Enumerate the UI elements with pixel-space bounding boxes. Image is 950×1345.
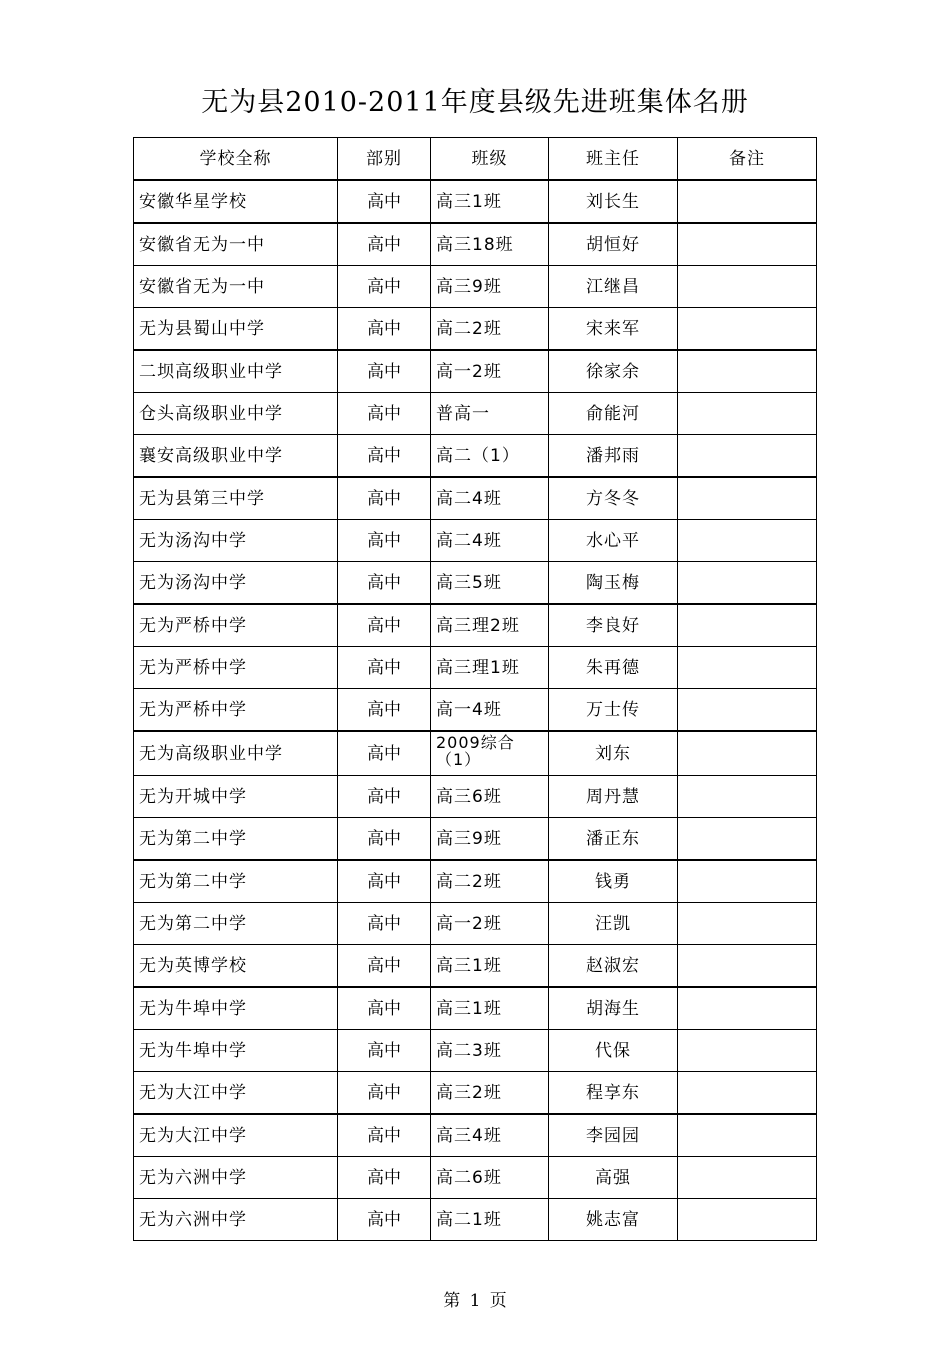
cell-dept: 高中: [338, 1114, 431, 1157]
cell-dept: 高中: [338, 647, 431, 689]
cell-teacher: 万士传: [549, 689, 678, 732]
table-row: [134, 520, 817, 562]
cell-class: 高二（1）: [431, 435, 549, 478]
cell-school: 无为第二中学: [134, 860, 338, 903]
table-row: [134, 477, 817, 520]
cell-teacher: 徐家余: [549, 350, 678, 393]
cell-dept: 高中: [338, 223, 431, 266]
cell-school: 无为六洲中学: [134, 1157, 338, 1199]
cell-class: 高二6班: [431, 1157, 549, 1199]
cell-school: 无为大江中学: [134, 1072, 338, 1115]
cell-school: 无为六洲中学: [134, 1199, 338, 1241]
cell-teacher: 周丹慧: [549, 776, 678, 818]
cell-dept: 高中: [338, 180, 431, 223]
cell-dept: 高中: [338, 308, 431, 351]
header-teacher: 班主任: [549, 138, 678, 181]
cell-teacher: 刘东: [549, 731, 678, 776]
cell-school: 安徽省无为一中: [134, 266, 338, 308]
cell-school: 无为严桥中学: [134, 647, 338, 689]
cell-note: [678, 903, 817, 945]
cell-teacher: 李园园: [549, 1114, 678, 1157]
cell-school: 襄安高级职业中学: [134, 435, 338, 478]
cell-note: [678, 818, 817, 861]
cell-class: 高三1班: [431, 180, 549, 223]
cell-note: [678, 477, 817, 520]
cell-note: [678, 266, 817, 308]
cell-school: 无为严桥中学: [134, 689, 338, 732]
cell-class: 普高一: [431, 393, 549, 435]
cell-note: [678, 435, 817, 478]
cell-class: 高一4班: [431, 689, 549, 732]
cell-teacher: 胡海生: [549, 987, 678, 1030]
table-row: [134, 604, 817, 647]
cell-dept: 高中: [338, 435, 431, 478]
cell-teacher: 方冬冬: [549, 477, 678, 520]
cell-school: 无为县蜀山中学: [134, 308, 338, 351]
header-dept: 部别: [338, 138, 431, 181]
cell-teacher: 程享东: [549, 1072, 678, 1115]
cell-class: 高二2班: [431, 308, 549, 351]
cell-teacher: 宋来军: [549, 308, 678, 351]
table-row: [134, 903, 817, 945]
cell-school: 无为牛埠中学: [134, 1030, 338, 1072]
cell-teacher: 李良好: [549, 604, 678, 647]
cell-school: 无为汤沟中学: [134, 520, 338, 562]
cell-dept: 高中: [338, 987, 431, 1030]
cell-note: [678, 987, 817, 1030]
cell-dept: 高中: [338, 1030, 431, 1072]
cell-class: 高二3班: [431, 1030, 549, 1072]
cell-teacher: 钱勇: [549, 860, 678, 903]
cell-teacher: 代保: [549, 1030, 678, 1072]
cell-note: [678, 562, 817, 605]
cell-school: 无为第二中学: [134, 818, 338, 861]
cell-teacher: 陶玉梅: [549, 562, 678, 605]
cell-note: [678, 393, 817, 435]
cell-school: 无为县第三中学: [134, 477, 338, 520]
cell-note: [678, 604, 817, 647]
cell-teacher: 俞能河: [549, 393, 678, 435]
cell-note: [678, 350, 817, 393]
cell-note: [678, 520, 817, 562]
cell-note: [678, 1114, 817, 1157]
table-row: [134, 689, 817, 732]
table-row: [134, 776, 817, 818]
table-header-row: [134, 138, 817, 181]
cell-dept: 高中: [338, 776, 431, 818]
document-title: 无为县2010-2011年度县级先进班集体名册: [201, 87, 749, 118]
table-row: [134, 435, 817, 478]
cell-note: [678, 860, 817, 903]
cell-note: [678, 1157, 817, 1199]
cell-school: 无为牛埠中学: [134, 987, 338, 1030]
cell-note: [678, 689, 817, 732]
cell-school: 无为汤沟中学: [134, 562, 338, 605]
cell-school: 无为大江中学: [134, 1114, 338, 1157]
table-row: [134, 180, 817, 223]
table-row: [134, 393, 817, 435]
page-number: 第 1 页: [443, 1291, 507, 1311]
cell-note: [678, 647, 817, 689]
cell-note: [678, 1030, 817, 1072]
cell-teacher: 朱再德: [549, 647, 678, 689]
cell-teacher: 江继昌: [549, 266, 678, 308]
cell-dept: 高中: [338, 1157, 431, 1199]
cell-class: 高一2班: [431, 903, 549, 945]
table-row: [134, 1114, 817, 1157]
table-row: [134, 1072, 817, 1115]
cell-note: [678, 223, 817, 266]
cell-dept: 高中: [338, 1072, 431, 1115]
header-school: 学校全称: [134, 138, 338, 181]
cell-class: 高三5班: [431, 562, 549, 605]
table-row: [134, 1030, 817, 1072]
table-row: [134, 1157, 817, 1199]
cell-class: 高三2班: [431, 1072, 549, 1115]
cell-teacher: 高强: [549, 1157, 678, 1199]
cell-teacher: 潘正东: [549, 818, 678, 861]
cell-class: 高三18班: [431, 223, 549, 266]
table-row: [134, 860, 817, 903]
cell-dept: 高中: [338, 266, 431, 308]
cell-dept: 高中: [338, 818, 431, 861]
table-row: [134, 350, 817, 393]
table-row: [134, 308, 817, 351]
table-row: [134, 562, 817, 605]
cell-dept: 高中: [338, 562, 431, 605]
cell-teacher: 水心平: [549, 520, 678, 562]
cell-dept: 高中: [338, 393, 431, 435]
cell-dept: 高中: [338, 860, 431, 903]
cell-teacher: 姚志富: [549, 1199, 678, 1241]
table-row: [134, 818, 817, 861]
cell-school: 二坝高级职业中学: [134, 350, 338, 393]
cell-class: 高三理1班: [431, 647, 549, 689]
cell-dept: 高中: [338, 1199, 431, 1241]
cell-school: 无为高级职业中学: [134, 731, 338, 776]
cell-school: 仓头高级职业中学: [134, 393, 338, 435]
cell-class: 高三1班: [431, 987, 549, 1030]
cell-teacher: 潘邦雨: [549, 435, 678, 478]
table-row: [134, 987, 817, 1030]
table-row: [134, 266, 817, 308]
cell-note: [678, 1072, 817, 1115]
cell-dept: 高中: [338, 689, 431, 732]
cell-school: 无为第二中学: [134, 903, 338, 945]
table-row: [134, 223, 817, 266]
cell-class: 高三4班: [431, 1114, 549, 1157]
cell-note: [678, 731, 817, 776]
advanced-class-roster-table: [133, 137, 817, 1241]
cell-class: 高三理2班: [431, 604, 549, 647]
cell-dept: 高中: [338, 945, 431, 988]
cell-dept: 高中: [338, 903, 431, 945]
cell-dept: 高中: [338, 350, 431, 393]
cell-class: 2009综合（1）: [431, 731, 549, 776]
cell-class: 高二4班: [431, 477, 549, 520]
table-row: [134, 1199, 817, 1241]
cell-class: 高三6班: [431, 776, 549, 818]
cell-note: [678, 776, 817, 818]
cell-teacher: 赵淑宏: [549, 945, 678, 988]
table-row: [134, 945, 817, 988]
cell-school: 安徽省无为一中: [134, 223, 338, 266]
cell-class: 高二1班: [431, 1199, 549, 1241]
cell-class: 高二2班: [431, 860, 549, 903]
header-class: 班级: [431, 138, 549, 181]
cell-school: 无为英博学校: [134, 945, 338, 988]
cell-school: 无为严桥中学: [134, 604, 338, 647]
cell-dept: 高中: [338, 731, 431, 776]
table-row: [134, 647, 817, 689]
cell-dept: 高中: [338, 604, 431, 647]
cell-dept: 高中: [338, 477, 431, 520]
cell-teacher: 汪凯: [549, 903, 678, 945]
cell-school: 无为开城中学: [134, 776, 338, 818]
cell-teacher: 刘长生: [549, 180, 678, 223]
cell-class: 高三1班: [431, 945, 549, 988]
cell-teacher: 胡恒好: [549, 223, 678, 266]
cell-note: [678, 1199, 817, 1241]
cell-note: [678, 308, 817, 351]
cell-school: 安徽华星学校: [134, 180, 338, 223]
cell-class: 高三9班: [431, 266, 549, 308]
header-note: 备注: [678, 138, 817, 181]
cell-class: 高三9班: [431, 818, 549, 861]
cell-dept: 高中: [338, 520, 431, 562]
cell-class: 高一2班: [431, 350, 549, 393]
cell-note: [678, 945, 817, 988]
cell-note: [678, 180, 817, 223]
cell-class: 高二4班: [431, 520, 549, 562]
table-row: [134, 731, 817, 776]
